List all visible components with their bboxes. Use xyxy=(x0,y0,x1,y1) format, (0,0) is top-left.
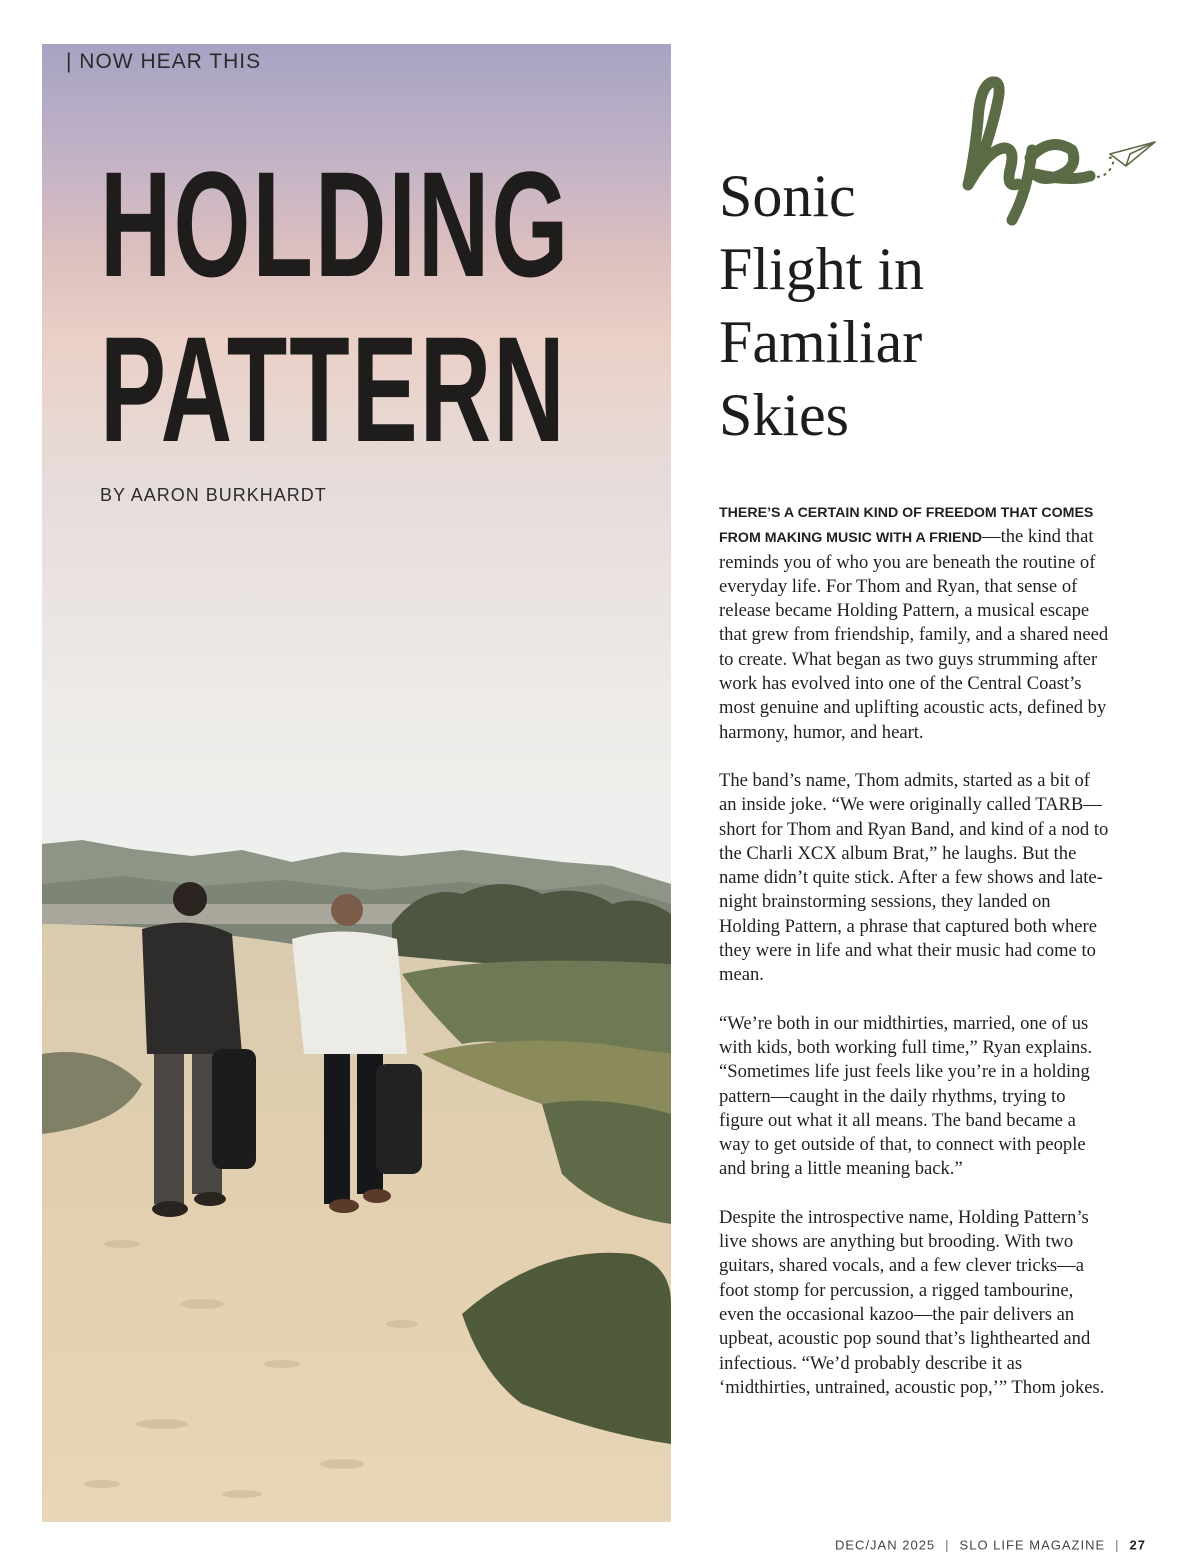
paragraph-2: The band’s name, Thom admits, started as a bit of an inside joke. “We were originally called TARB—short for Thom and Ryan Band, and kind of a nod to the Charli XCX album Brat,” he laughs. But the name didn’t quite stick. After a few shows and late-night brainstorming sessions, they landed on Holding Pattern, a phrase that captured both where they were in life and what their music had come to mean. xyxy=(719,769,1109,986)
page-title xyxy=(100,142,570,472)
cover-photo xyxy=(42,44,671,1522)
footer-issue: DEC/JAN 2025 xyxy=(835,1537,936,1553)
subhead-line-3: Familiar xyxy=(719,309,923,375)
subhead-line-2: Flight in xyxy=(719,236,925,302)
paragraph-4: Despite the introspective name, Holding Pattern’s live shows are anything but brooding. With two guitars, shared vocals, and a few clever tricks—a foot stomp for percussion, a rigged tambourine, even the occasional kazoo—the pair delivers an upbeat, acoustic pop sound that’s lighthearted and infectious. “We’d probably describe it as ‘midthirties, untrained, acoustic pop,’” Thom jokes. xyxy=(719,1206,1105,1398)
footer-divider: | xyxy=(1115,1537,1120,1553)
footer-magazine: SLO LIFE MAGAZINE xyxy=(959,1537,1106,1553)
footer-divider: | xyxy=(945,1537,950,1553)
section-label: | NOW HEAR THIS xyxy=(66,50,262,73)
paragraph-1 xyxy=(719,500,1111,745)
page-footer xyxy=(835,1538,1146,1553)
lead-in: THERE’S A CERTAIN KIND OF FREEDOM THAT COMES FROM MAKING MUSIC WITH A FRIEND xyxy=(719,505,1094,547)
paragraph-3: “We’re both in our midthirties, married, one of us with kids, both working full time,” Ryan explains. “Sometimes life just feels like you’re in a holding pattern—caught in the daily rhythms, trying to figure out what it all means. The band became a way to get outside of that, to connect with people and bring a little meaning back.” xyxy=(719,1012,1093,1180)
subhead-line-1: Sonic xyxy=(719,163,856,229)
title-line-2: PATTERN xyxy=(100,305,567,473)
byline: BY AARON BURKHARDT xyxy=(100,485,327,505)
logo-p-stroke xyxy=(1012,145,1090,220)
title-line-1: HOLDING xyxy=(100,140,571,308)
article-subhead xyxy=(719,160,999,452)
article-body xyxy=(719,500,1111,1424)
page-number: 27 xyxy=(1129,1537,1146,1553)
paragraph-1-text: —the kind that reminds you of who you are beneath the routine of everyday life. For Thom and Ryan, that sense of release became Holding Pattern, a musical escape that grew from friendship, family, and a shared need to create. What began as two guys strumming after work has evolved into one of the Central Coast’s most genuine and uplifting acoustic acts, defined by harmony, humor, and heart. xyxy=(719,526,1109,743)
subhead-line-4: Skies xyxy=(719,382,850,448)
paper-airplane-icon xyxy=(1110,142,1155,166)
